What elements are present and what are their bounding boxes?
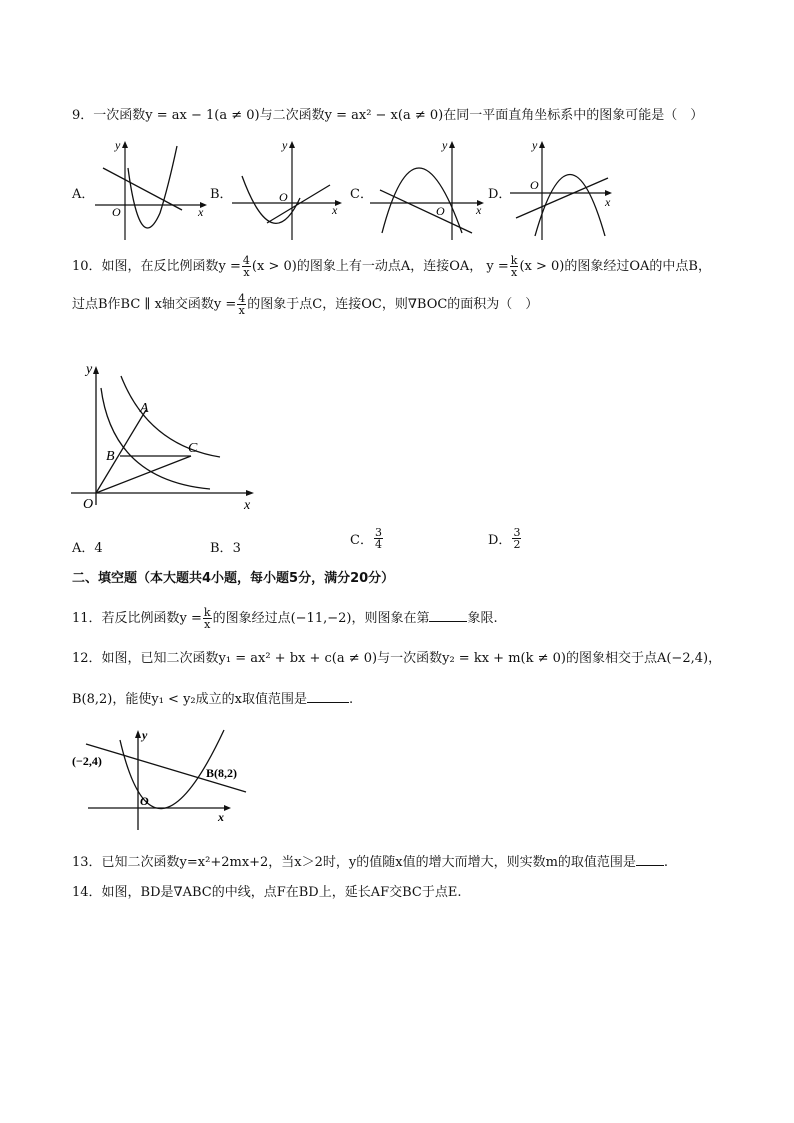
q12-figure — [68, 722, 268, 832]
q9d-x-label: x — [605, 195, 611, 209]
q9-graph-c — [370, 138, 490, 243]
q10-y-label: y — [86, 362, 93, 377]
q10-option-a: A．4 — [72, 541, 103, 556]
q10-stem-part-d: (x > 0)的图象经过OA的中点B， — [519, 259, 711, 274]
q13-stem: 13．已知二次函数y=x²+2mx+2，当x＞2时，y的值随x值的增大而增大，则实数m的取值范围是 . — [72, 855, 669, 870]
q12-y-label: y — [142, 728, 148, 742]
q12-point-a-label: (−2,4) — [72, 754, 102, 768]
q10-option-c: C． $\frac{3}{4}$ — [350, 526, 382, 551]
q9-stem: 9．一次函数y = ax − 1(a ≠ 0)与二次函数y = ax² − x(a ≠ 0)在同一平面直角坐标系中的图象可能是（ ） — [72, 108, 704, 123]
q9c-x-label: x — [476, 203, 482, 217]
q10-stem-part-b: (x > 0)的图象上有一动点A，连接OA， — [251, 259, 483, 274]
q9b-x-label: x — [332, 203, 338, 217]
q10-stem-part-a: 10．如图，在反比例函数y = — [72, 259, 241, 274]
q9a-origin-label: O — [112, 205, 121, 219]
q10-fraction-1: $\frac{4}{x}$ — [242, 254, 250, 279]
q14-stem: 14．如图，BD是∇ABC的中线，点F在BD上，延长AF交BC于点E. — [72, 885, 462, 900]
q9-option-d-label: D． — [488, 187, 512, 202]
q9b-origin-label: O — [279, 190, 288, 204]
q10-point-b-label: B — [106, 449, 115, 464]
q10-fraction-2: $\frac{k}{x}$ — [510, 254, 518, 279]
q10-option-d: D． $\frac{3}{2}$ — [488, 526, 521, 551]
q10-origin-label: O — [83, 497, 94, 512]
q11-answer-blank[interactable] — [429, 609, 467, 622]
q9-option-b-label: B． — [210, 187, 233, 202]
q12-answer-blank[interactable] — [307, 690, 349, 703]
q12-stem-line2: B(8,2)，能使y₁ < y₂成立的x取值范围是 . — [72, 692, 354, 707]
q11-fraction: $\frac{k}{x}$ — [203, 606, 211, 631]
q10-point-a-label: A — [140, 401, 149, 416]
q12-stem-line1: 12．如图，已知二次函数y₁ = ax² + bx + c(a ≠ 0)与一次函数y₂ = kx + m(k ≠ 0)的图象相交于点A(−2,4)， — [72, 651, 722, 666]
q9-graph-d — [510, 138, 625, 243]
q10-x-label: x — [244, 498, 251, 513]
q10-line2-part-b: 的图象于点C，连接OC，则∇BOC的面积为（ ） — [247, 297, 539, 312]
q10-point-c-label: C — [188, 441, 198, 456]
q9d-origin-label: O — [530, 178, 539, 192]
q11-stem: 11．若反比例函数y = $\frac{k}{x}$ 的图象经过点(−11,−2)，则图象在第 象限. — [72, 606, 498, 631]
q10-option-b: B．3 — [210, 541, 241, 556]
q9a-y-label: y — [115, 138, 121, 152]
q10-line2-part-a: 过点B作BC ∥ x轴交函数y = — [72, 297, 237, 312]
q9b-y-label: y — [282, 138, 288, 152]
q9-graph-a — [95, 138, 210, 243]
q12-origin-label: O — [140, 794, 149, 808]
q10-figure — [68, 360, 268, 515]
q9a-x-label: x — [198, 205, 204, 219]
q9c-origin-label: O — [436, 204, 445, 218]
q9c-y-label: y — [442, 138, 448, 152]
q10-stem-line1 — [72, 255, 711, 278]
q12-x-label: x — [218, 810, 224, 824]
q9-graph-b — [232, 138, 347, 243]
q10-stem-part-c: y = — [486, 259, 509, 274]
section-heading: 二、填空题（本大题共4小题，每小题5分，满分20分） — [72, 571, 395, 586]
q12-point-b-label: B(8,2) — [206, 766, 237, 780]
q10-stem-line2 — [72, 293, 538, 316]
q9-option-a-label: A． — [72, 187, 95, 202]
q9d-y-label: y — [532, 138, 538, 152]
q13-answer-blank[interactable] — [636, 853, 664, 866]
q10-fraction-3: $\frac{4}{x}$ — [238, 292, 246, 317]
q9-option-c-label: C． — [350, 187, 373, 202]
